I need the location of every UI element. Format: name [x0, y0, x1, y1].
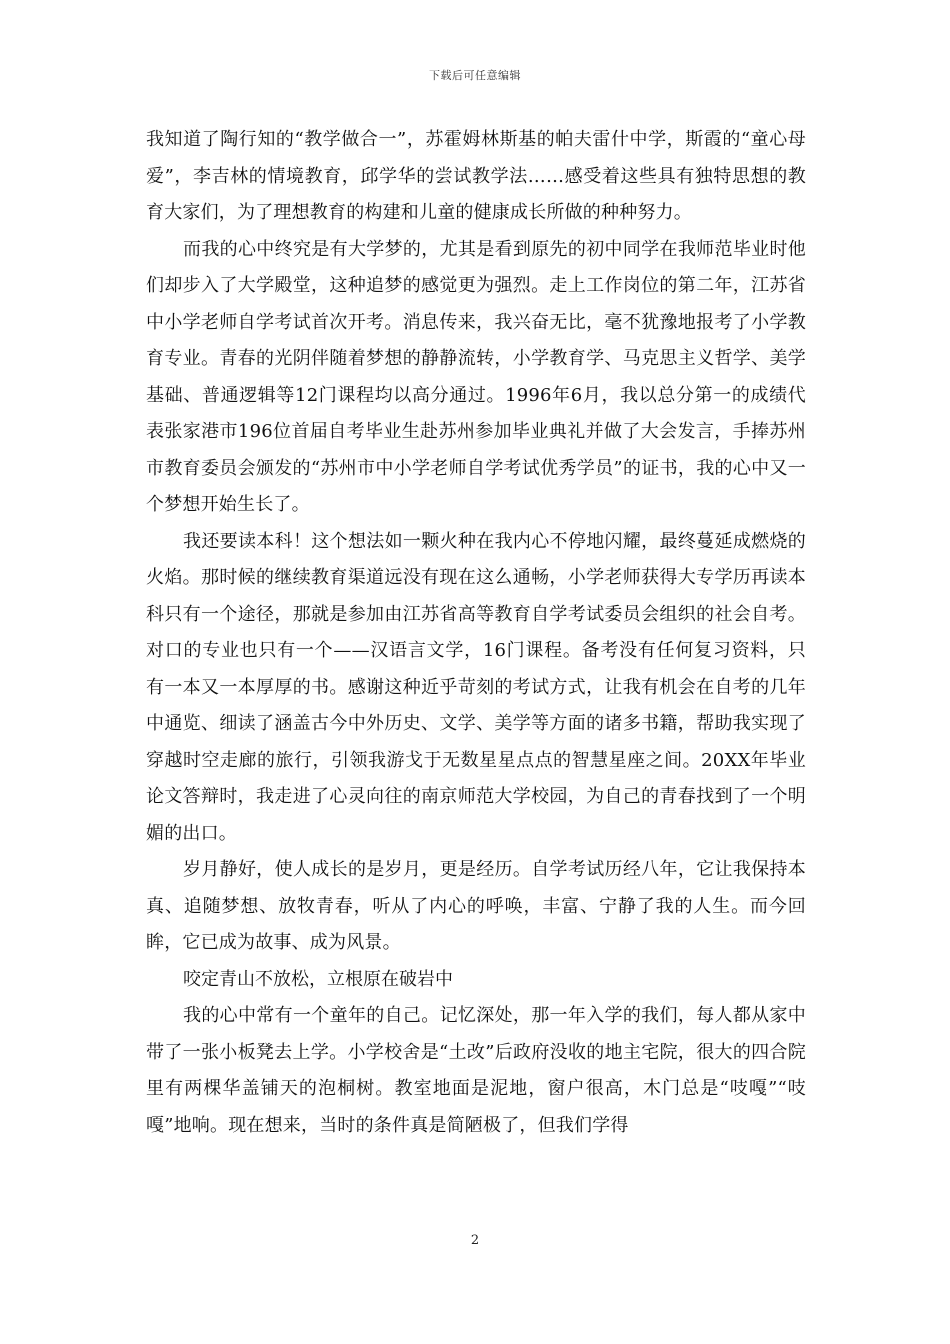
body-paragraph-3: 我还要读本科！这个想法如一颗火种在我内心不停地闪耀，最终蔓延成燃烧的火焰。那时候的继续教育渠道远没有现在这么通畅，小学老师获得大专学历再读本科只有一个途径，那就是参加由江苏省高等教育自学考试委员会组织的社会自考。对口的专业也只有一个——汉语言文学，16门课程。备考没有任何复习资料，只有一本又一本厚厚的书。感谢这种近乎苛刻的考试方式，让我有机会在自考的几年中通览、细读了涵盖古今中外历史、文学、美学等方面的诸多书籍，帮助我实现了穿越时空走廊的旅行，引领我游戈于无数星星点点的智慧星座之间。20XX年毕业论文答辩时，我走进了心灵向往的南京师范大学校园，为自己的青春找到了一个明媚的出口。	[146, 530, 806, 844]
body-paragraph-2: 而我的心中终究是有大学梦的，尤其是看到原先的初中同学在我师范毕业时他们却步入了大学殿堂，这种追梦的感觉更为强烈。走上工作岗位的第二年，江苏省中小学老师自学考试首次开考。消息传来，我兴奋无比，毫不犹豫地报考了小学教育专业。青春的光阴伴随着梦想的静静流转，小学教育学、马克思主义哲学、美学基础、普通逻辑等12门课程均以高分通过。1996年6月，我以总分第一的成绩代表张家港市196位首届自考毕业生赴苏州参加毕业典礼并做了大会发言，手捧苏州市教育委员会颁发的“苏州市中小学老师自学考试优秀学员”的证书，我的心中又一个梦想开始生长了。	[146, 238, 806, 515]
page-number: 2	[470, 1233, 480, 1248]
page-header: 下载后可任意编辑	[429, 69, 521, 82]
body-paragraph-1: 我知道了陶行知的“教学做合一”，苏霍姆林斯基的帕夫雷什中学，斯霞的“童心母爱”，李吉林的情境教育，邱学华的尝试教学法……感受着这些具有独特思想的教育大家们，为了理想教育的构建和儿童的健康成长所做的种种努力。	[146, 129, 806, 223]
body-paragraph-4: 岁月静好，使人成长的是岁月，更是经历。自学考试历经八年，它让我保持本真、追随梦想、放牧青春，听从了内心的呼唤，丰富、宁静了我的人生。而今回眸，它已成为故事、成为风景。	[146, 859, 806, 953]
body-paragraph-5: 我的心中常有一个童年的自己。记忆深处，那一年入学的我们，每人都从家中带了一张小板凳去上学。小学校舍是“土改”后政府没收的地主宅院，很大的四合院里有两棵华盖铺天的泡桐树。教室地面是泥地，窗户很高，木门总是“吱嘎”“吱嘎”地响。现在想来，当时的条件真是简陋极了，但我们学得	[146, 1005, 806, 1136]
document-body	[146, 122, 806, 1144]
section-subheading: 咬定青山不放松，立根原在破岩中	[183, 968, 453, 990]
